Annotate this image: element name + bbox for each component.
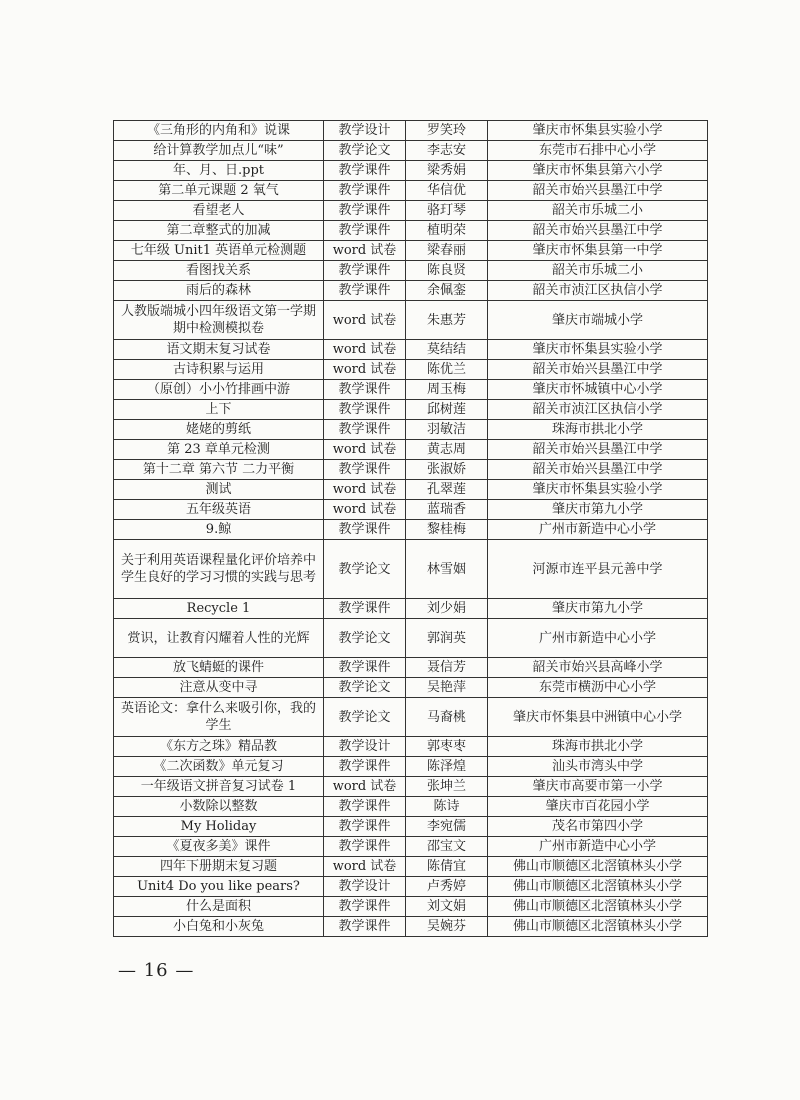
category-cell: 教学课件	[324, 520, 406, 540]
work-title-cell: 五年级英语	[114, 500, 324, 520]
category-cell: word 试卷	[324, 777, 406, 797]
author-cell: 李宛儒	[406, 817, 488, 837]
work-title-cell: 9.鲸	[114, 520, 324, 540]
author-cell: 黎桂梅	[406, 520, 488, 540]
category-cell: 教学课件	[324, 400, 406, 420]
school-cell: 珠海市拱北小学	[488, 420, 708, 440]
work-title-cell: 《二次函数》单元复习	[114, 757, 324, 777]
category-cell: 教学课件	[324, 380, 406, 400]
author-cell: 骆玎琴	[406, 201, 488, 221]
table-row	[114, 161, 708, 181]
author-cell: 邵宝文	[406, 837, 488, 857]
school-cell: 佛山市顺德区北滘镇林头小学	[488, 897, 708, 917]
author-cell: 周玉梅	[406, 380, 488, 400]
category-cell: 教学论文	[324, 141, 406, 161]
school-cell: 韶关市始兴县墨江中学	[488, 221, 708, 241]
table-row	[114, 500, 708, 520]
table-row	[114, 261, 708, 281]
work-title-cell: 四年下册期末复习题	[114, 857, 324, 877]
author-cell: 陈泽煌	[406, 757, 488, 777]
category-cell: 教学课件	[324, 221, 406, 241]
category-cell: word 试卷	[324, 480, 406, 500]
work-title-cell: 第 23 章单元检测	[114, 440, 324, 460]
author-cell: 黄志周	[406, 440, 488, 460]
category-cell: word 试卷	[324, 301, 406, 340]
school-cell: 佛山市顺德区北滘镇林头小学	[488, 917, 708, 937]
table-row	[114, 540, 708, 599]
category-cell: 教学课件	[324, 161, 406, 181]
table-row	[114, 360, 708, 380]
category-cell: word 试卷	[324, 440, 406, 460]
table-row	[114, 599, 708, 619]
category-cell: 教学课件	[324, 420, 406, 440]
author-cell: 邱树莲	[406, 400, 488, 420]
author-cell: 刘少娟	[406, 599, 488, 619]
author-cell: 陈优兰	[406, 360, 488, 380]
category-cell: 教学课件	[324, 837, 406, 857]
category-cell: 教学课件	[324, 817, 406, 837]
page-number: — 16 —	[118, 960, 195, 981]
category-cell: 教学设计	[324, 121, 406, 141]
work-title-cell: 语文期末复习试卷	[114, 340, 324, 360]
table-row	[114, 141, 708, 161]
table-row	[114, 380, 708, 400]
category-cell: 教学设计	[324, 737, 406, 757]
school-cell: 东莞市石排中心小学	[488, 141, 708, 161]
school-cell: 韶关市浈江区执信小学	[488, 400, 708, 420]
school-cell: 韶关市始兴县墨江中学	[488, 440, 708, 460]
work-title-cell: 一年级语文拼音复习试卷 1	[114, 777, 324, 797]
school-cell: 肇庆市高要市第一小学	[488, 777, 708, 797]
school-cell: 广州市新造中心小学	[488, 619, 708, 658]
table-row	[114, 340, 708, 360]
author-cell: 林雪姻	[406, 540, 488, 599]
author-cell: 聂信芳	[406, 658, 488, 678]
author-cell: 李志安	[406, 141, 488, 161]
category-cell: 教学课件	[324, 658, 406, 678]
school-cell: 广州市新造中心小学	[488, 837, 708, 857]
author-cell: 蓝瑞香	[406, 500, 488, 520]
work-title-cell: 小白兔和小灰兔	[114, 917, 324, 937]
table-row	[114, 777, 708, 797]
awards-table	[113, 120, 708, 937]
work-title-cell: 雨后的森林	[114, 281, 324, 301]
category-cell: word 试卷	[324, 360, 406, 380]
awards-table-container	[113, 120, 708, 937]
author-cell: 余佩銮	[406, 281, 488, 301]
table-row	[114, 420, 708, 440]
work-title-cell: 七年级 Unit1 英语单元检测题	[114, 241, 324, 261]
table-row	[114, 281, 708, 301]
table-row	[114, 837, 708, 857]
school-cell: 广州市新造中心小学	[488, 520, 708, 540]
work-title-cell: 《三角形的内角和》说课	[114, 121, 324, 141]
work-title-cell: 小数除以整数	[114, 797, 324, 817]
table-row	[114, 698, 708, 737]
school-cell: 佛山市顺德区北滘镇林头小学	[488, 857, 708, 877]
work-title-cell: 第二章整式的加减	[114, 221, 324, 241]
school-cell: 韶关市始兴县墨江中学	[488, 460, 708, 480]
category-cell: 教学论文	[324, 698, 406, 737]
school-cell: 韶关市始兴县墨江中学	[488, 360, 708, 380]
table-row	[114, 658, 708, 678]
author-cell: 梁秀娟	[406, 161, 488, 181]
school-cell: 肇庆市第九小学	[488, 599, 708, 619]
author-cell: 朱惠芳	[406, 301, 488, 340]
author-cell: 陈诗	[406, 797, 488, 817]
work-title-cell: 关于利用英语课程量化评价培养中学生良好的学习习惯的实践与思考	[114, 540, 324, 599]
author-cell: 孔翠莲	[406, 480, 488, 500]
table-row	[114, 241, 708, 261]
author-cell: 梁春丽	[406, 241, 488, 261]
category-cell: 教学课件	[324, 261, 406, 281]
work-title-cell: 姥姥的剪纸	[114, 420, 324, 440]
school-cell: 肇庆市怀集县中洲镇中心小学	[488, 698, 708, 737]
author-cell: 马裔桃	[406, 698, 488, 737]
author-cell: 华信优	[406, 181, 488, 201]
category-cell: 教学课件	[324, 181, 406, 201]
work-title-cell: 看望老人	[114, 201, 324, 221]
school-cell: 肇庆市怀集县实验小学	[488, 480, 708, 500]
category-cell: word 试卷	[324, 241, 406, 261]
work-title-cell: 测试	[114, 480, 324, 500]
work-title-cell: Unit4 Do you like pears?	[114, 877, 324, 897]
work-title-cell: 第二单元课题 2 氧气	[114, 181, 324, 201]
school-cell: 肇庆市怀城镇中心小学	[488, 380, 708, 400]
school-cell: 肇庆市怀集县实验小学	[488, 340, 708, 360]
table-row	[114, 440, 708, 460]
school-cell: 肇庆市怀集县第一中学	[488, 241, 708, 261]
category-cell: word 试卷	[324, 340, 406, 360]
table-row	[114, 877, 708, 897]
author-cell: 吴艳萍	[406, 678, 488, 698]
author-cell: 莫结结	[406, 340, 488, 360]
school-cell: 韶关市乐城二小	[488, 261, 708, 281]
category-cell: 教学课件	[324, 599, 406, 619]
work-title-cell: 年、月、日.ppt	[114, 161, 324, 181]
category-cell: 教学课件	[324, 281, 406, 301]
table-row	[114, 201, 708, 221]
school-cell: 肇庆市百花园小学	[488, 797, 708, 817]
work-title-cell: 注意从变中寻	[114, 678, 324, 698]
work-title-cell: 给计算教学加点儿“味”	[114, 141, 324, 161]
author-cell: 陈倩宜	[406, 857, 488, 877]
table-row	[114, 221, 708, 241]
work-title-cell: Recycle 1	[114, 599, 324, 619]
school-cell: 汕头市湾头中学	[488, 757, 708, 777]
category-cell: 教学课件	[324, 757, 406, 777]
author-cell: 卢秀婷	[406, 877, 488, 897]
author-cell: 羽敏洁	[406, 420, 488, 440]
work-title-cell: 赏识，让教育闪耀着人性的光辉	[114, 619, 324, 658]
category-cell: 教学课件	[324, 201, 406, 221]
author-cell: 张坤兰	[406, 777, 488, 797]
work-title-cell: 《东方之珠》精品教	[114, 737, 324, 757]
category-cell: 教学课件	[324, 797, 406, 817]
author-cell: 郭润英	[406, 619, 488, 658]
table-row	[114, 757, 708, 777]
category-cell: 教学课件	[324, 917, 406, 937]
school-cell: 佛山市顺德区北滘镇林头小学	[488, 877, 708, 897]
category-cell: 教学设计	[324, 877, 406, 897]
work-title-cell: 人教版端城小四年级语文第一学期期中检测模拟卷	[114, 301, 324, 340]
category-cell: 教学课件	[324, 897, 406, 917]
table-row	[114, 619, 708, 658]
awards-table-body	[114, 121, 708, 937]
work-title-cell: （原创）小小竹排画中游	[114, 380, 324, 400]
author-cell: 吴婉芬	[406, 917, 488, 937]
work-title-cell: 放飞蜻蜓的课件	[114, 658, 324, 678]
table-row	[114, 897, 708, 917]
table-row	[114, 301, 708, 340]
work-title-cell: 上下	[114, 400, 324, 420]
category-cell: 教学论文	[324, 540, 406, 599]
category-cell: 教学课件	[324, 460, 406, 480]
school-cell: 珠海市拱北小学	[488, 737, 708, 757]
table-row	[114, 817, 708, 837]
table-row	[114, 400, 708, 420]
table-row	[114, 480, 708, 500]
school-cell: 韶关市始兴县墨江中学	[488, 181, 708, 201]
school-cell: 肇庆市第九小学	[488, 500, 708, 520]
category-cell: word 试卷	[324, 857, 406, 877]
school-cell: 肇庆市端城小学	[488, 301, 708, 340]
work-title-cell: 英语论文：拿什么来吸引你，我的学生	[114, 698, 324, 737]
school-cell: 肇庆市怀集县实验小学	[488, 121, 708, 141]
school-cell: 韶关市乐城二小	[488, 201, 708, 221]
table-row	[114, 857, 708, 877]
author-cell: 张淑娇	[406, 460, 488, 480]
school-cell: 茂名市第四小学	[488, 817, 708, 837]
school-cell: 韶关市始兴县高峰小学	[488, 658, 708, 678]
author-cell: 郭枣枣	[406, 737, 488, 757]
work-title-cell: 第十二章 第六节 二力平衡	[114, 460, 324, 480]
author-cell: 刘文娟	[406, 897, 488, 917]
work-title-cell: 《夏夜多美》课件	[114, 837, 324, 857]
table-row	[114, 181, 708, 201]
school-cell: 河源市连平县元善中学	[488, 540, 708, 599]
author-cell: 陈良贤	[406, 261, 488, 281]
table-row	[114, 737, 708, 757]
table-row	[114, 917, 708, 937]
school-cell: 东莞市横沥中心小学	[488, 678, 708, 698]
table-row	[114, 678, 708, 698]
table-row	[114, 797, 708, 817]
work-title-cell: 看图找关系	[114, 261, 324, 281]
work-title-cell: My Holiday	[114, 817, 324, 837]
category-cell: 教学论文	[324, 619, 406, 658]
table-row	[114, 460, 708, 480]
school-cell: 肇庆市怀集县第六小学	[488, 161, 708, 181]
school-cell: 韶关市浈江区执信小学	[488, 281, 708, 301]
category-cell: 教学论文	[324, 678, 406, 698]
table-row	[114, 520, 708, 540]
work-title-cell: 什么是面积	[114, 897, 324, 917]
author-cell: 罗笑玲	[406, 121, 488, 141]
work-title-cell: 古诗积累与运用	[114, 360, 324, 380]
author-cell: 植明荣	[406, 221, 488, 241]
category-cell: word 试卷	[324, 500, 406, 520]
table-row	[114, 121, 708, 141]
